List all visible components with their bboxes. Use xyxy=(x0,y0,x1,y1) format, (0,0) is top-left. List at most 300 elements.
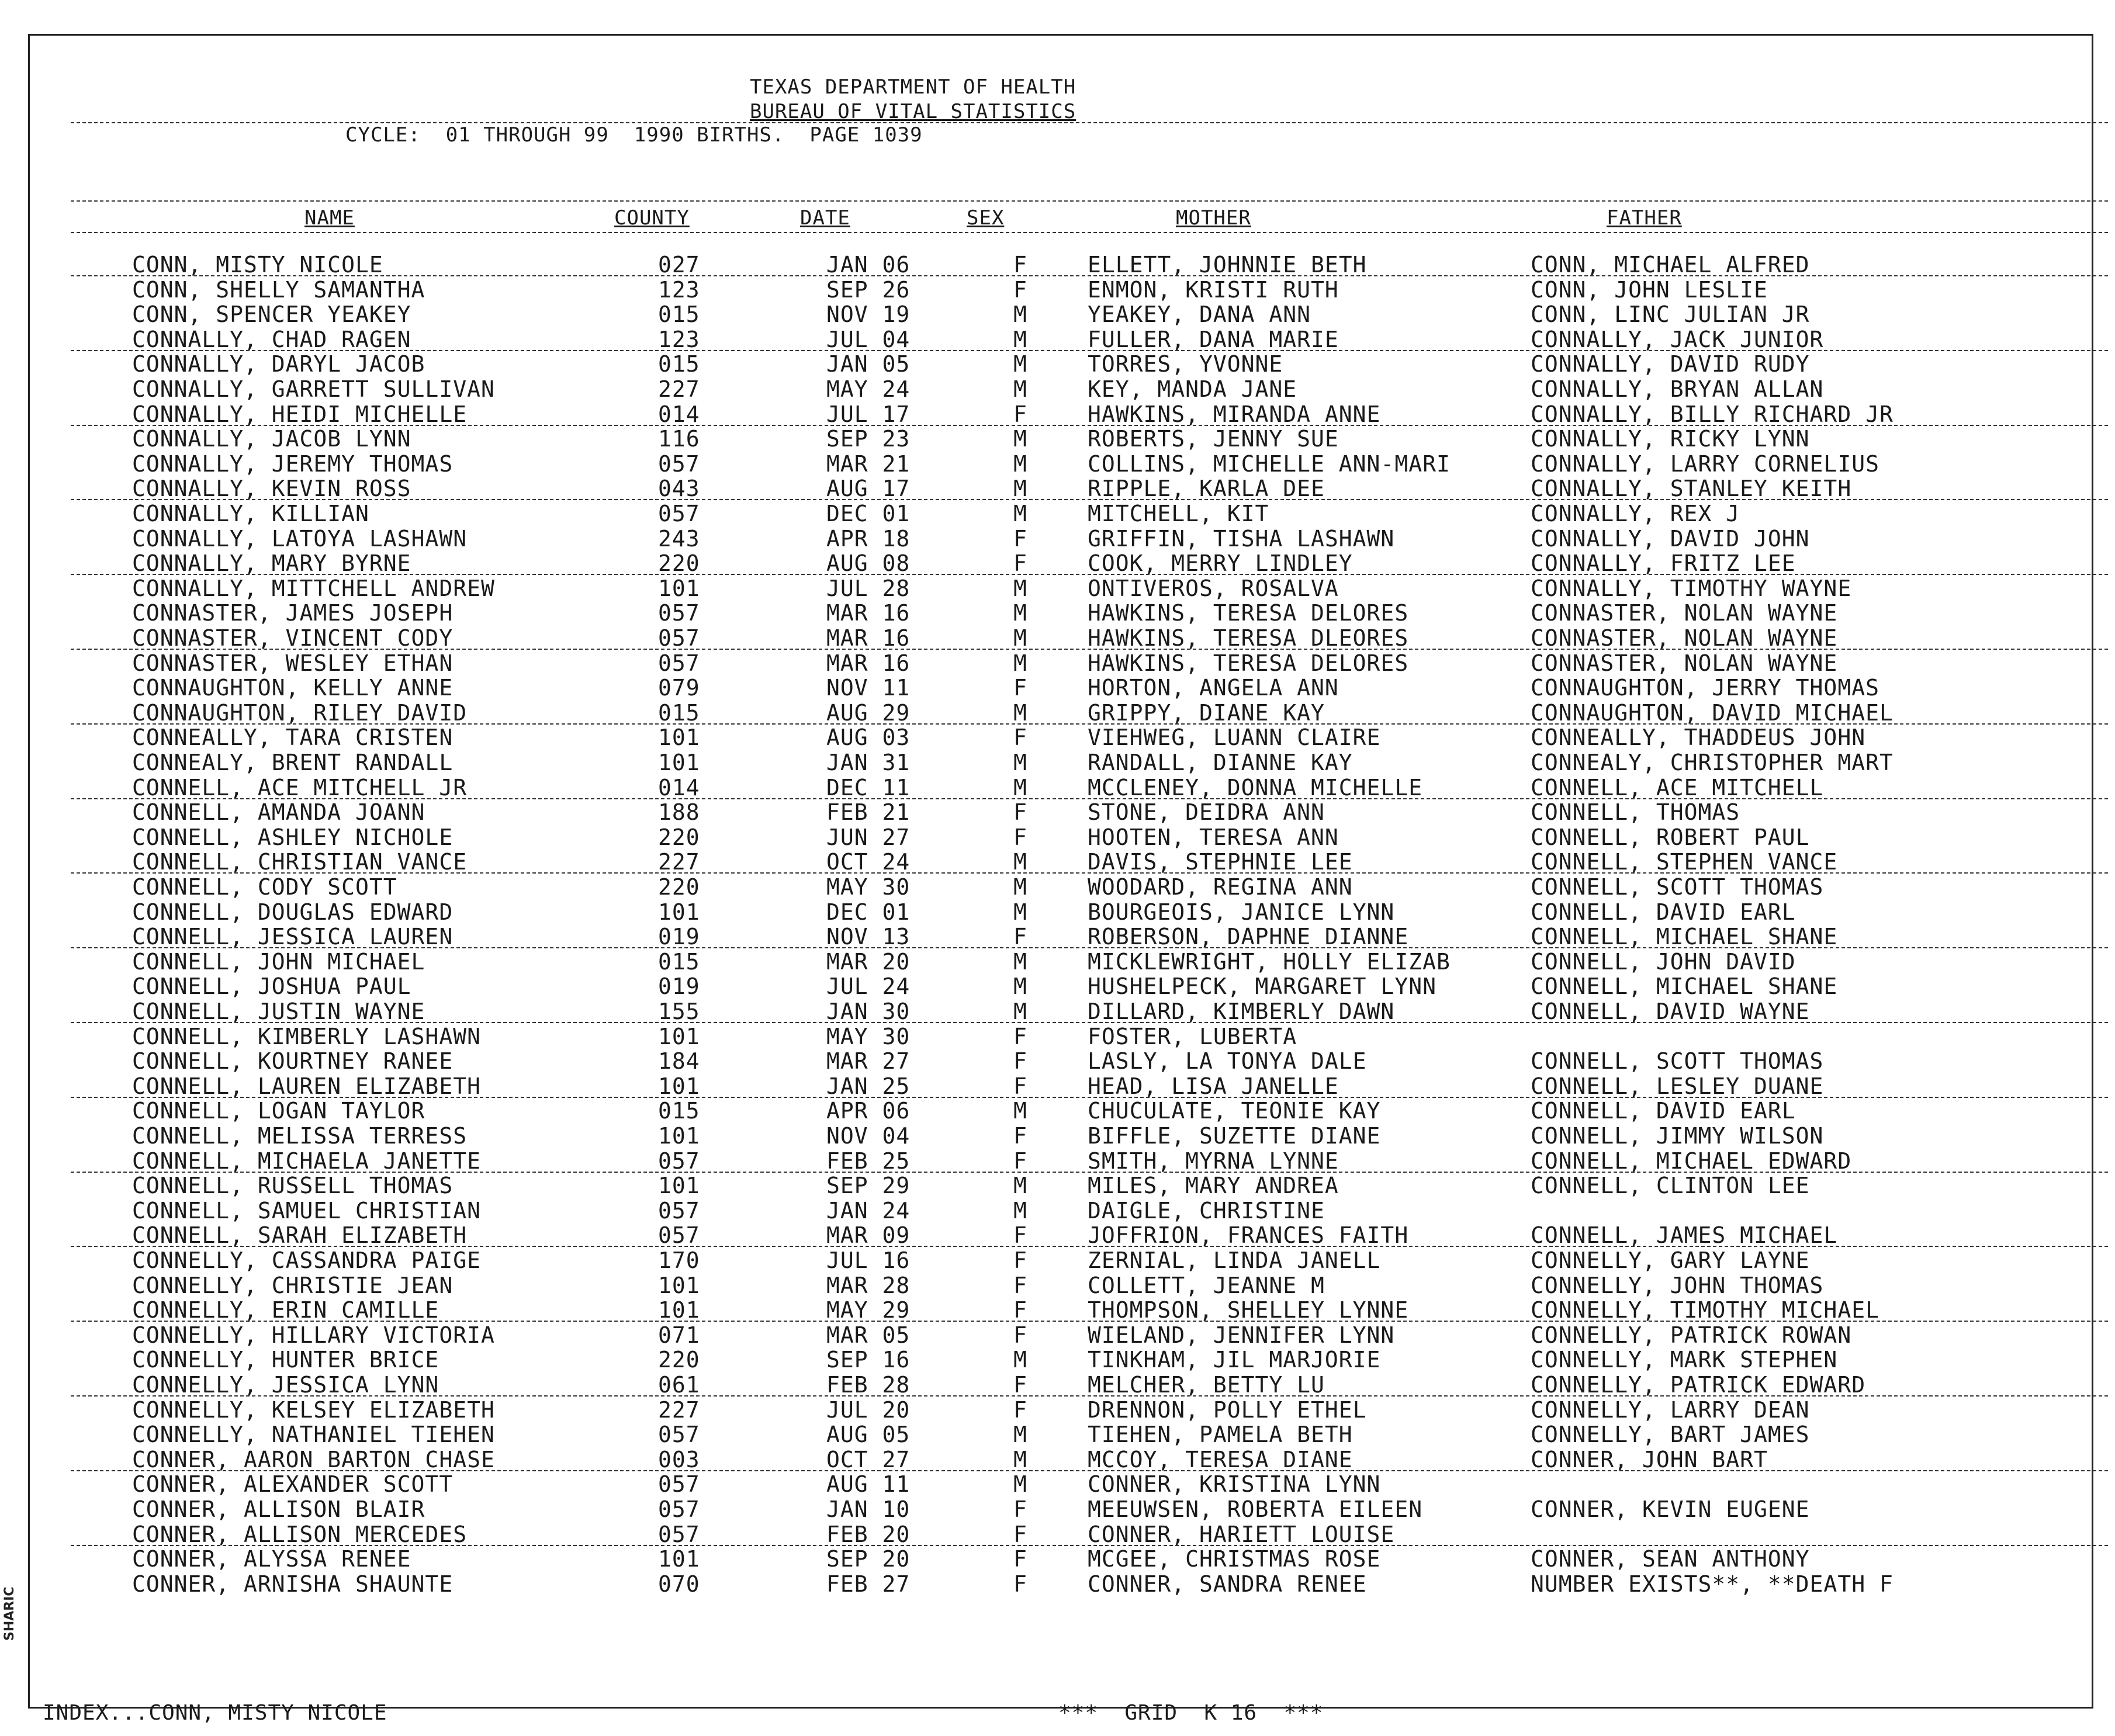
cell-date: FEB 20 xyxy=(826,1521,911,1547)
cell-county: 123 xyxy=(658,276,700,303)
cell-name: CONNELL, ACE MITCHELL JR xyxy=(132,774,468,801)
table-row xyxy=(30,526,2095,550)
cell-date: JUL 28 xyxy=(826,575,911,601)
cell-mother: THOMPSON, SHELLEY LYNNE xyxy=(1088,1297,1409,1323)
cell-county: 019 xyxy=(658,973,700,1000)
cell-county: 101 xyxy=(658,1272,700,1298)
cell-sex: F xyxy=(1013,1048,1027,1075)
table-row xyxy=(30,849,2095,874)
cell-date: MAR 09 xyxy=(826,1222,911,1249)
cell-mother: MEEUWSEN, ROBERTA EILEEN xyxy=(1088,1496,1423,1522)
cell-county: 057 xyxy=(658,650,700,676)
cell-date: MAY 30 xyxy=(826,874,911,900)
cell-name: CONNELL, KOURTNEY RANEE xyxy=(132,1048,454,1075)
document-frame xyxy=(28,34,2093,1725)
cell-date: MAR 27 xyxy=(826,1048,911,1075)
cell-county: 057 xyxy=(658,1496,700,1522)
cell-name: CONNELLY, KELSEY ELIZABETH xyxy=(132,1397,495,1423)
cell-county: 101 xyxy=(658,750,700,775)
cell-date: JAN 25 xyxy=(826,1073,911,1099)
cell-father: CONNALLY, TIMOTHY WAYNE xyxy=(1531,575,1852,601)
cell-father: CONNALLY, LARRY CORNELIUS xyxy=(1531,451,1879,477)
cell-mother: YEAKEY, DANA ANN xyxy=(1088,302,1311,328)
cell-sex: M xyxy=(1013,948,1027,975)
table-row xyxy=(30,625,2095,650)
cell-sex: F xyxy=(1013,1148,1027,1174)
cell-county: 057 xyxy=(658,625,700,651)
table-row xyxy=(30,277,2095,302)
cell-father: CONNELL, JIMMY WILSON xyxy=(1531,1123,1824,1149)
cell-county: 043 xyxy=(658,476,700,502)
table-row xyxy=(30,1222,2095,1247)
table-row xyxy=(30,401,2095,426)
cell-name: CONN, MISTY NICOLE xyxy=(132,252,383,278)
cell-county: 101 xyxy=(658,1297,700,1323)
cell-father: CONNASTER, NOLAN WAYNE xyxy=(1531,650,1838,676)
table-row xyxy=(30,1422,2095,1446)
cell-mother: SMITH, MYRNA LYNNE xyxy=(1088,1148,1339,1174)
cell-sex: M xyxy=(1013,849,1027,875)
cell-name: CONNELL, CODY SCOTT xyxy=(132,874,397,900)
cell-date: APR 06 xyxy=(826,1098,911,1124)
cell-mother: FOSTER, LUBERTA xyxy=(1088,1023,1297,1049)
cell-mother: DAVIS, STEPHNIE LEE xyxy=(1088,849,1353,875)
cell-father: CONNELL, SCOTT THOMAS xyxy=(1531,1048,1824,1075)
cell-date: FEB 28 xyxy=(826,1372,911,1398)
cell-name: CONNELLY, CASSANDRA PAIGE xyxy=(132,1248,481,1273)
cell-date: MAR 21 xyxy=(826,451,911,477)
cell-father: CONNELLY, LARRY DEAN xyxy=(1531,1397,1810,1423)
cell-sex: M xyxy=(1013,650,1027,676)
cell-sex: M xyxy=(1013,999,1027,1024)
table-row xyxy=(30,799,2095,824)
cell-mother: ENMON, KRISTI RUTH xyxy=(1088,276,1339,303)
cell-sex: F xyxy=(1013,824,1027,850)
table-row xyxy=(30,700,2095,725)
cell-name: CONNELL, JOHN MICHAEL xyxy=(132,948,425,975)
cell-county: 061 xyxy=(658,1372,700,1398)
cell-sex: F xyxy=(1013,1222,1027,1249)
table-row xyxy=(30,550,2095,575)
cell-date: AUG 03 xyxy=(826,725,911,751)
column-header-divider-top xyxy=(71,200,2108,202)
cell-father: CONN, MICHAEL ALFRED xyxy=(1531,252,1810,278)
cell-date: DEC 01 xyxy=(826,899,911,925)
cell-sex: F xyxy=(1013,1571,1027,1597)
cell-date: MAR 28 xyxy=(826,1272,911,1298)
cell-father: CONNELLY, PATRICK ROWAN xyxy=(1531,1322,1852,1348)
table-row xyxy=(30,426,2095,451)
cell-county: 220 xyxy=(658,824,700,850)
cell-mother: VIEHWEG, LUANN CLAIRE xyxy=(1088,725,1381,751)
cell-father: CONNALLY, REX J xyxy=(1531,501,1740,526)
table-row xyxy=(30,1522,2095,1546)
cell-date: APR 18 xyxy=(826,525,911,552)
cell-sex: M xyxy=(1013,1471,1027,1498)
cell-mother: HAWKINS, TERESA DLEORES xyxy=(1088,625,1409,651)
cell-father: CONNER, SEAN ANTHONY xyxy=(1531,1546,1810,1572)
cell-name: CONNAUGHTON, KELLY ANNE xyxy=(132,675,454,701)
cell-name: CONNALLY, CHAD RAGEN xyxy=(132,326,411,352)
cell-mother: MCCOY, TERESA DIANE xyxy=(1088,1446,1353,1472)
cell-sex: F xyxy=(1013,924,1027,950)
cell-date: MAR 05 xyxy=(826,1322,911,1348)
cell-name: CONNALLY, DARYL JACOB xyxy=(132,351,425,377)
cell-sex: F xyxy=(1013,550,1027,577)
cell-date: NOV 19 xyxy=(826,302,911,328)
cell-county: 101 xyxy=(658,1123,700,1149)
cell-name: CONNELLY, HUNTER BRICE xyxy=(132,1347,439,1373)
cell-date: JUL 24 xyxy=(826,973,911,1000)
cell-county: 220 xyxy=(658,1347,700,1373)
cell-county: 019 xyxy=(658,924,700,950)
table-row xyxy=(30,1098,2095,1122)
table-row xyxy=(30,252,2095,276)
cell-name: CONNELL, ASHLEY NICHOLE xyxy=(132,824,454,850)
cell-mother: CONNER, HARIETT LOUISE xyxy=(1088,1521,1395,1547)
cell-father: CONNELL, ROBERT PAUL xyxy=(1531,824,1810,850)
cell-mother: COOK, MERRY LINDLEY xyxy=(1088,550,1353,577)
column-header-county: COUNTY xyxy=(614,206,690,230)
cell-date: NOV 11 xyxy=(826,675,911,701)
table-row xyxy=(30,824,2095,849)
cell-sex: M xyxy=(1013,750,1027,775)
table-row xyxy=(30,1198,2095,1222)
cell-name: CONNELLY, JESSICA LYNN xyxy=(132,1372,439,1398)
cell-name: CONN, SHELLY SAMANTHA xyxy=(132,276,425,303)
cell-mother: TIEHEN, PAMELA BETH xyxy=(1088,1422,1353,1448)
cell-county: 101 xyxy=(658,725,700,751)
cell-father: CONNEALY, CHRISTOPHER MART xyxy=(1531,750,1894,775)
cell-county: 170 xyxy=(658,1248,700,1273)
cell-name: CONNER, ARNISHA SHAUNTE xyxy=(132,1571,454,1597)
cell-father: CONNELL, SCOTT THOMAS xyxy=(1531,874,1824,900)
cell-father: CONN, JOHN LESLIE xyxy=(1531,276,1768,303)
cell-name: CONNELLY, HILLARY VICTORIA xyxy=(132,1322,495,1348)
cell-father: CONNEALLY, THADDEUS JOHN xyxy=(1531,725,1866,751)
cell-sex: F xyxy=(1013,252,1027,278)
cell-father: CONNELLY, TIMOTHY MICHAEL xyxy=(1531,1297,1879,1323)
cell-mother: JOFFRION, FRANCES FAITH xyxy=(1088,1222,1409,1249)
table-row xyxy=(30,1546,2095,1571)
cell-sex: M xyxy=(1013,1098,1027,1124)
cell-sex: M xyxy=(1013,1173,1027,1199)
cell-county: 243 xyxy=(658,525,700,552)
cell-name: CONNELL, JUSTIN WAYNE xyxy=(132,999,425,1024)
cell-name: CONNELL, JOSHUA PAUL xyxy=(132,973,411,1000)
cell-mother: ZERNIAL, LINDA JANELL xyxy=(1088,1248,1381,1273)
index-line: INDEX...CONN, MISTY NICOLE xyxy=(43,1701,387,1725)
cell-name: CONNALLY, MARY BYRNE xyxy=(132,550,411,577)
cell-mother: COLLETT, JEANNE M xyxy=(1088,1272,1325,1298)
cell-name: CONNELL, KIMBERLY LASHAWN xyxy=(132,1023,481,1049)
cell-date: MAY 24 xyxy=(826,376,911,402)
cell-sex: F xyxy=(1013,799,1027,826)
cell-father: CONNELL, DAVID WAYNE xyxy=(1531,999,1810,1024)
cell-father: CONNALLY, RICKY LYNN xyxy=(1531,426,1810,452)
cell-date: AUG 17 xyxy=(826,476,911,502)
cell-county: 015 xyxy=(658,1098,700,1124)
cell-county: 116 xyxy=(658,426,700,452)
cell-mother: HEAD, LISA JANELLE xyxy=(1088,1073,1339,1099)
cell-father: CONNALLY, BRYAN ALLAN xyxy=(1531,376,1824,402)
cell-father: CONNALLY, STANLEY KEITH xyxy=(1531,476,1852,502)
cell-father: CONNELL, DAVID EARL xyxy=(1531,1098,1796,1124)
cell-mother: RANDALL, DIANNE KAY xyxy=(1088,750,1353,775)
table-row xyxy=(30,302,2095,326)
cell-sex: F xyxy=(1013,1297,1027,1323)
table-row xyxy=(30,476,2095,500)
table-row xyxy=(30,501,2095,525)
cell-mother: COLLINS, MICHELLE ANN-MARI xyxy=(1088,451,1451,477)
cell-mother: WOODARD, REGINA ANN xyxy=(1088,874,1353,900)
cell-name: CONNELL, DOUGLAS EDWARD xyxy=(132,899,454,925)
cell-date: FEB 25 xyxy=(826,1148,911,1174)
table-row xyxy=(30,1322,2095,1347)
cell-sex: M xyxy=(1013,600,1027,626)
cell-father: CONNALLY, JACK JUNIOR xyxy=(1531,326,1824,352)
cell-sex: M xyxy=(1013,1446,1027,1472)
cell-sex: F xyxy=(1013,1023,1027,1049)
cell-mother: GRIFFIN, TISHA LASHAWN xyxy=(1088,525,1395,552)
table-row xyxy=(30,1073,2095,1098)
cell-county: 014 xyxy=(658,401,700,427)
cell-sex: F xyxy=(1013,1372,1027,1398)
cell-mother: MILES, MARY ANDREA xyxy=(1088,1173,1339,1199)
cell-sex: F xyxy=(1013,1521,1027,1547)
table-row xyxy=(30,327,2095,351)
cell-county: 015 xyxy=(658,699,700,726)
table-row xyxy=(30,1571,2095,1596)
table-row xyxy=(30,999,2095,1023)
cell-mother: ONTIVEROS, ROSALVA xyxy=(1088,575,1339,601)
cell-date: SEP 20 xyxy=(826,1546,911,1572)
cell-father: CONNELL, JAMES MICHAEL xyxy=(1531,1222,1838,1249)
cell-sex: M xyxy=(1013,426,1027,452)
cell-mother: ELLETT, JOHNNIE BETH xyxy=(1088,252,1367,278)
cell-name: CONN, SPENCER YEAKEY xyxy=(132,302,411,328)
cell-mother: KEY, MANDA JANE xyxy=(1088,376,1297,402)
cell-sex: F xyxy=(1013,276,1027,303)
table-row xyxy=(30,949,2095,973)
cell-name: CONNELL, LOGAN TAYLOR xyxy=(132,1098,425,1124)
cell-mother: HAWKINS, MIRANDA ANNE xyxy=(1088,401,1381,427)
cell-mother: BIFFLE, SUZETTE DIANE xyxy=(1088,1123,1381,1149)
cell-date: SEP 16 xyxy=(826,1347,911,1373)
cell-mother: TINKHAM, JIL MARJORIE xyxy=(1088,1347,1381,1373)
cell-date: JAN 10 xyxy=(826,1496,911,1522)
cell-name: CONNELL, SAMUEL CHRISTIAN xyxy=(132,1197,481,1224)
cell-mother: TORRES, YVONNE xyxy=(1088,351,1283,377)
cell-county: 184 xyxy=(658,1048,700,1075)
cell-date: MAR 16 xyxy=(826,650,911,676)
cell-mother: FULLER, DANA MARIE xyxy=(1088,326,1339,352)
cell-father: CONNELL, CLINTON LEE xyxy=(1531,1173,1810,1199)
cell-father: CONNAUGHTON, JERRY THOMAS xyxy=(1531,675,1879,701)
cell-county: 155 xyxy=(658,999,700,1024)
cell-father: CONNELL, THOMAS xyxy=(1531,799,1740,826)
cell-name: CONNASTER, VINCENT CODY xyxy=(132,625,454,651)
cell-name: CONNALLY, JACOB LYNN xyxy=(132,426,411,452)
cell-sex: F xyxy=(1013,1073,1027,1099)
cycle-line: CYCLE: 01 THROUGH 99 1990 BIRTHS. PAGE 1039 xyxy=(345,123,923,147)
table-row xyxy=(30,924,2095,948)
cell-name: CONNER, ALEXANDER SCOTT xyxy=(132,1471,454,1498)
cell-mother: HOOTEN, TERESA ANN xyxy=(1088,824,1339,850)
cell-county: 220 xyxy=(658,550,700,577)
cell-name: CONNALLY, LATOYA LASHAWN xyxy=(132,525,468,552)
cell-mother: LASLY, LA TONYA DALE xyxy=(1088,1048,1367,1075)
cell-father: CONNELL, ACE MITCHELL xyxy=(1531,774,1824,801)
cell-name: CONNER, AARON BARTON CHASE xyxy=(132,1446,495,1472)
cell-name: CONNALLY, KILLIAN xyxy=(132,501,369,526)
cell-mother: WIELAND, JENNIFER LYNN xyxy=(1088,1322,1395,1348)
cell-date: SEP 26 xyxy=(826,276,911,303)
cell-mother: MCGEE, CHRISTMAS ROSE xyxy=(1088,1546,1381,1572)
cell-county: 027 xyxy=(658,252,700,278)
cell-name: CONNELL, AMANDA JOANN xyxy=(132,799,425,826)
table-row xyxy=(30,1123,2095,1148)
cell-sex: M xyxy=(1013,501,1027,526)
table-row xyxy=(30,750,2095,774)
cell-date: JUN 27 xyxy=(826,824,911,850)
cell-sex: M xyxy=(1013,302,1027,328)
column-header-date: DATE xyxy=(800,206,850,230)
cell-county: 015 xyxy=(658,948,700,975)
cell-sex: M xyxy=(1013,1422,1027,1448)
cell-county: 014 xyxy=(658,774,700,801)
cell-date: AUG 05 xyxy=(826,1422,911,1448)
cell-sex: M xyxy=(1013,575,1027,601)
cell-sex: M xyxy=(1013,774,1027,801)
cell-father: CONNASTER, NOLAN WAYNE xyxy=(1531,625,1838,651)
cell-father: CONNELLY, GARY LAYNE xyxy=(1531,1248,1810,1273)
cell-sex: M xyxy=(1013,476,1027,502)
cell-name: CONNEALLY, TARA CRISTEN xyxy=(132,725,454,751)
column-header-sex: SEX xyxy=(967,206,1005,230)
header-subtitle: BUREAU OF VITAL STATISTICS xyxy=(750,100,1076,123)
cell-father: CONNELLY, BART JAMES xyxy=(1531,1422,1810,1448)
cell-mother: CONNER, KRISTINA LYNN xyxy=(1088,1471,1381,1498)
cell-sex: F xyxy=(1013,1397,1027,1423)
column-header-mother: MOTHER xyxy=(1176,206,1251,230)
cell-county: 079 xyxy=(658,675,700,701)
cell-county: 057 xyxy=(658,501,700,526)
cell-mother: STONE, DEIDRA ANN xyxy=(1088,799,1325,826)
cell-county: 015 xyxy=(658,351,700,377)
cell-mother: GRIPPY, DIANE KAY xyxy=(1088,699,1325,726)
cell-mother: MCCLENEY, DONNA MICHELLE xyxy=(1088,774,1423,801)
cell-date: JAN 31 xyxy=(826,750,911,775)
column-header-father: FATHER xyxy=(1607,206,1682,230)
cell-date: JUL 16 xyxy=(826,1248,911,1273)
cell-father: CONNELLY, JOHN THOMAS xyxy=(1531,1272,1824,1298)
cell-name: CONNELL, MELISSA TERRESS xyxy=(132,1123,468,1149)
cell-name: CONNELL, LAUREN ELIZABETH xyxy=(132,1073,481,1099)
cell-sex: F xyxy=(1013,675,1027,701)
cell-name: CONNASTER, WESLEY ETHAN xyxy=(132,650,454,676)
table-row xyxy=(30,1372,2095,1397)
cell-mother: DRENNON, POLLY ETHEL xyxy=(1088,1397,1367,1423)
cell-name: CONNALLY, KEVIN ROSS xyxy=(132,476,411,502)
cell-name: CONNER, ALYSSA RENEE xyxy=(132,1546,411,1572)
cell-county: 057 xyxy=(658,600,700,626)
cell-date: JUL 17 xyxy=(826,401,911,427)
table-row xyxy=(30,576,2095,600)
cell-name: CONNELLY, ERIN CAMILLE xyxy=(132,1297,439,1323)
cell-mother: MELCHER, BETTY LU xyxy=(1088,1372,1325,1398)
cell-county: 057 xyxy=(658,1148,700,1174)
cell-name: CONNER, ALLISON BLAIR xyxy=(132,1496,425,1522)
cell-county: 123 xyxy=(658,326,700,352)
cell-sex: M xyxy=(1013,1197,1027,1224)
cell-name: CONNELL, MICHAELA JANETTE xyxy=(132,1148,481,1174)
cell-county: 057 xyxy=(658,1422,700,1448)
cell-county: 101 xyxy=(658,575,700,601)
cell-mother: BOURGEOIS, JANICE LYNN xyxy=(1088,899,1395,925)
cell-date: JAN 24 xyxy=(826,1197,911,1224)
cell-father: CONNELL, DAVID EARL xyxy=(1531,899,1796,925)
cell-name: CONNASTER, JAMES JOSEPH xyxy=(132,600,454,626)
cell-county: 057 xyxy=(658,1197,700,1224)
header-title: TEXAS DEPARTMENT OF HEALTH xyxy=(750,75,1076,99)
cell-date: JAN 30 xyxy=(826,999,911,1024)
table-row xyxy=(30,1273,2095,1297)
cell-father: CONNALLY, BILLY RICHARD JR xyxy=(1531,401,1894,427)
cell-date: DEC 11 xyxy=(826,774,911,801)
cell-father: CONNASTER, NOLAN WAYNE xyxy=(1531,600,1838,626)
cell-father: CONNELL, MICHAEL SHANE xyxy=(1531,973,1838,1000)
cell-name: CONNELL, RUSSELL THOMAS xyxy=(132,1173,454,1199)
cell-sex: F xyxy=(1013,525,1027,552)
table-row xyxy=(30,1248,2095,1272)
cell-date: MAY 29 xyxy=(826,1297,911,1323)
table-row xyxy=(30,874,2095,899)
cell-father: CONNALLY, FRITZ LEE xyxy=(1531,550,1796,577)
cell-mother: ROBERTS, JENNY SUE xyxy=(1088,426,1339,452)
table-row xyxy=(30,351,2095,376)
cell-sex: F xyxy=(1013,1123,1027,1149)
cell-county: 057 xyxy=(658,1471,700,1498)
cell-father: NUMBER EXISTS**, **DEATH F xyxy=(1531,1571,1894,1597)
table-row xyxy=(30,1397,2095,1422)
cell-date: AUG 08 xyxy=(826,550,911,577)
side-label: SHARIC xyxy=(2,1586,17,1641)
table-row xyxy=(30,1173,2095,1197)
cell-county: 101 xyxy=(658,1073,700,1099)
cell-father: CONNELL, STEPHEN VANCE xyxy=(1531,849,1838,875)
cell-county: 227 xyxy=(658,376,700,402)
cell-name: CONNALLY, GARRETT SULLIVAN xyxy=(132,376,495,402)
cell-date: JUL 20 xyxy=(826,1397,911,1423)
cell-sex: F xyxy=(1013,1496,1027,1522)
cell-county: 071 xyxy=(658,1322,700,1348)
cell-name: CONNELL, CHRISTIAN VANCE xyxy=(132,849,468,875)
table-row xyxy=(30,725,2095,749)
table-row xyxy=(30,1447,2095,1471)
cell-county: 227 xyxy=(658,849,700,875)
cell-mother: DILLARD, KIMBERLY DAWN xyxy=(1088,999,1395,1024)
cell-sex: M xyxy=(1013,973,1027,1000)
table-row xyxy=(30,675,2095,699)
cell-sex: F xyxy=(1013,1248,1027,1273)
grid-reference: *** GRID K 16 *** xyxy=(1058,1701,1324,1725)
cell-name: CONNALLY, JEREMY THOMAS xyxy=(132,451,454,477)
cell-county: 015 xyxy=(658,302,700,328)
cell-date: SEP 23 xyxy=(826,426,911,452)
table-row xyxy=(30,1471,2095,1496)
cell-date: MAR 16 xyxy=(826,625,911,651)
